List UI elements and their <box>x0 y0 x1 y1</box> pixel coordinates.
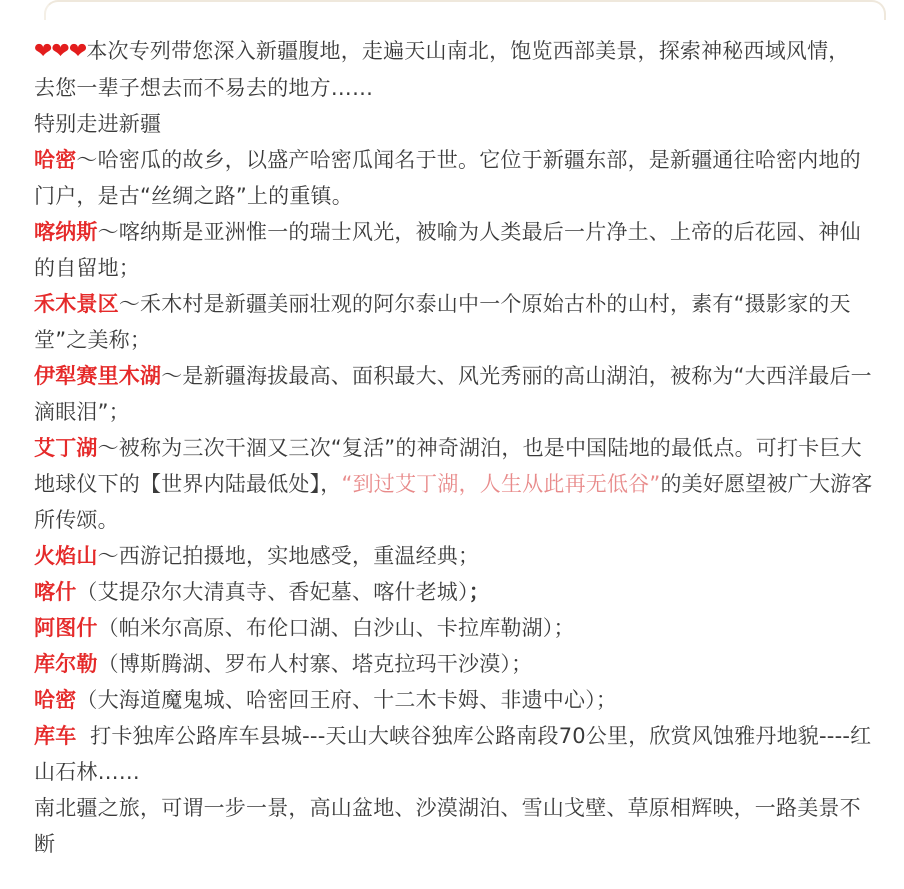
list-item <box>34 646 876 682</box>
hearts-icon: ❤❤❤ <box>34 39 87 64</box>
place-desc: ～喀纳斯是亚洲惟一的瑞士风光，被喻为人类最后一片净土、上帝的后花园、神仙的自留地； <box>34 220 861 280</box>
article-body <box>34 33 876 862</box>
place-desc-tail: ； <box>468 580 490 604</box>
intro-paragraph <box>34 33 876 106</box>
place-name: 艾丁湖 <box>34 436 98 460</box>
top-frame-border <box>44 0 886 20</box>
list-item <box>34 142 876 214</box>
list-item <box>34 610 876 646</box>
list-item <box>34 214 876 286</box>
place-desc: 打卡独库公路库车县城---天山大峡谷独库公路南段70公里，欣赏风蚀雅丹地貌----红山石林…… <box>34 724 872 784</box>
highlight-quote: “到过艾丁湖，人生从此再无低谷” <box>341 472 661 496</box>
list-item <box>34 286 876 358</box>
place-name: 哈密 <box>34 148 77 172</box>
list-item <box>34 538 876 574</box>
place-name: 喀纳斯 <box>34 220 98 244</box>
list-item <box>34 718 876 790</box>
place-name: 伊犁赛里木湖 <box>34 364 162 388</box>
place-desc: （博斯腾湖、罗布人村寨、塔克拉玛干沙漠）； <box>97 652 533 676</box>
place-desc: ～是新疆海拔最高、面积最大、风光秀丽的高山湖泊，被称为“大西洋最后一滴眼泪”； <box>34 364 872 424</box>
place-name: 哈密 <box>34 688 77 712</box>
place-desc-end: 的美好愿望被广大游客所传颂。 <box>34 472 873 532</box>
place-desc: ～西游记拍摄地，实地感受，重温经典； <box>97 544 480 568</box>
place-desc: （帕米尔高原、布伦口湖、白沙山、卡拉库勒湖）； <box>97 616 575 640</box>
place-desc: ～被称为三次干涸又三次“复活”的神奇湖泊，也是中国陆地的最低点。可打卡巨大地球仪下的【世界内陆最低处】， <box>34 436 862 496</box>
place-name: 火焰山 <box>34 544 98 568</box>
place-name: 阿图什 <box>34 616 98 640</box>
list-item <box>34 682 876 718</box>
list-item <box>34 430 876 538</box>
place-desc: ～哈密瓜的故乡，以盛产哈密瓜闻名于世。它位于新疆东部，是新疆通往哈密内地的门户，是古“丝绸之路”上的重镇。 <box>34 148 861 208</box>
closing-paragraph: 南北疆之旅，可谓一步一景，高山盆地、沙漠湖泊、雪山戈壁、草原相辉映，一路美景不断 <box>34 796 861 856</box>
place-name: 库尔勒 <box>34 652 98 676</box>
subtitle: 特别走进新疆 <box>34 112 162 136</box>
place-desc: （大海道魔鬼城、哈密回王府、十二木卡姆、非遗中心）； <box>76 688 618 712</box>
list-item <box>34 574 876 610</box>
place-name: 库车 <box>34 724 77 748</box>
intro-text: 本次专列带您深入新疆腹地，走遍天山南北，饱览西部美景，探索神秘西域风情， 去您一辈子想去而不易去的地方…… <box>34 39 850 100</box>
place-desc: ～禾木村是新疆美丽壮观的阿尔泰山中一个原始古朴的山村，素有“摄影家的天堂”之美称； <box>34 292 851 352</box>
place-name: 禾木景区 <box>34 292 119 316</box>
list-item <box>34 358 876 430</box>
place-name: 喀什 <box>34 580 77 604</box>
place-desc: （艾提尕尔大清真寺、香妃墓、喀什老城） <box>76 580 469 604</box>
